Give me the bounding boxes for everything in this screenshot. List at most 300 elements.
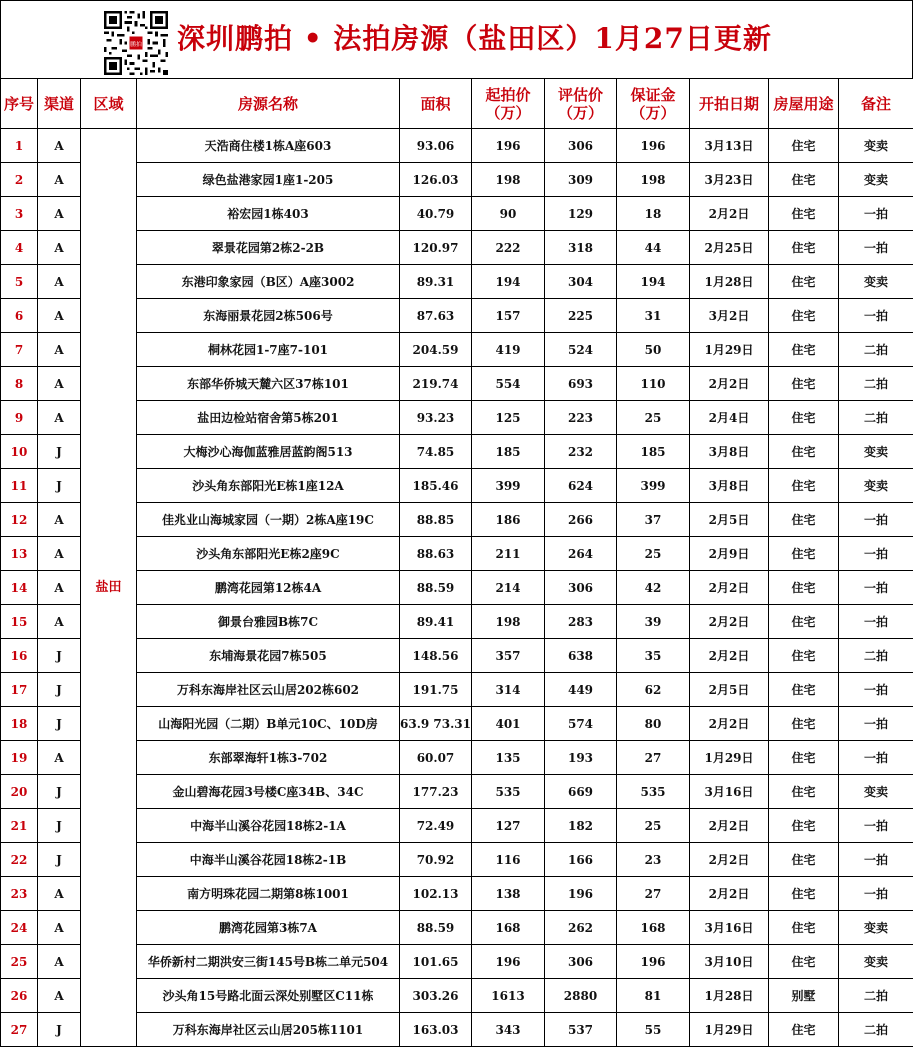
start-price-cell: 125 bbox=[472, 401, 545, 435]
channel-cell: A bbox=[38, 605, 81, 639]
note-cell: 一拍 bbox=[839, 843, 913, 877]
date-cell: 2月9日 bbox=[690, 537, 769, 571]
start-price-cell: 401 bbox=[472, 707, 545, 741]
deposit-cell: 185 bbox=[617, 435, 690, 469]
seq-cell: 4 bbox=[1, 231, 38, 265]
note-cell: 二拍 bbox=[839, 333, 913, 367]
channel-cell: J bbox=[38, 1013, 81, 1047]
eval-price-cell: 306 bbox=[545, 571, 617, 605]
name-cell: 佳兆业山海城家园（一期）2栋A座19C bbox=[137, 503, 400, 537]
table-row bbox=[1, 231, 913, 265]
table-row bbox=[1, 469, 913, 503]
date-cell: 2月5日 bbox=[690, 673, 769, 707]
col-header-region: 区域 bbox=[81, 79, 137, 129]
area-cell: 74.85 bbox=[400, 435, 472, 469]
qr-code-icon bbox=[104, 11, 168, 75]
start-price-cell: 196 bbox=[472, 129, 545, 163]
seq-cell: 1 bbox=[1, 129, 38, 163]
start-price-cell: 314 bbox=[472, 673, 545, 707]
name-cell: 中海半山溪谷花园18栋2-1B bbox=[137, 843, 400, 877]
date-cell: 2月2日 bbox=[690, 809, 769, 843]
eval-price-cell: 166 bbox=[545, 843, 617, 877]
channel-cell: J bbox=[38, 639, 81, 673]
name-cell: 万科东海岸社区云山居205栋1101 bbox=[137, 1013, 400, 1047]
start-price-cell: 90 bbox=[472, 197, 545, 231]
date-cell: 2月4日 bbox=[690, 401, 769, 435]
eval-price-cell: 182 bbox=[545, 809, 617, 843]
name-cell: 山海阳光园（二期）B单元10C、10D房 bbox=[137, 707, 400, 741]
area-cell: 177.23 bbox=[400, 775, 472, 809]
channel-cell: A bbox=[38, 571, 81, 605]
deposit-cell: 196 bbox=[617, 945, 690, 979]
deposit-cell: 81 bbox=[617, 979, 690, 1013]
table-row bbox=[1, 775, 913, 809]
channel-cell: A bbox=[38, 401, 81, 435]
area-cell: 93.06 bbox=[400, 129, 472, 163]
date-cell: 3月2日 bbox=[690, 299, 769, 333]
table-row bbox=[1, 537, 913, 571]
start-price-cell: 357 bbox=[472, 639, 545, 673]
channel-cell: J bbox=[38, 469, 81, 503]
usage-cell: 住宅 bbox=[769, 707, 839, 741]
usage-cell: 住宅 bbox=[769, 571, 839, 605]
name-cell: 桐林花园1-7座7-101 bbox=[137, 333, 400, 367]
channel-cell: A bbox=[38, 911, 81, 945]
start-price-cell: 186 bbox=[472, 503, 545, 537]
seq-cell: 11 bbox=[1, 469, 38, 503]
area-cell: 303.26 bbox=[400, 979, 472, 1013]
eval-price-cell: 225 bbox=[545, 299, 617, 333]
deposit-cell: 62 bbox=[617, 673, 690, 707]
table-row bbox=[1, 809, 913, 843]
date-cell: 3月13日 bbox=[690, 129, 769, 163]
start-price-cell: 1613 bbox=[472, 979, 545, 1013]
table-row bbox=[1, 265, 913, 299]
deposit-cell: 42 bbox=[617, 571, 690, 605]
name-cell: 万科东海岸社区云山居202栋602 bbox=[137, 673, 400, 707]
date-cell: 3月16日 bbox=[690, 775, 769, 809]
col-header-eval-price: 评估价（万） bbox=[545, 79, 617, 129]
note-cell: 变卖 bbox=[839, 469, 913, 503]
usage-cell: 住宅 bbox=[769, 673, 839, 707]
date-cell: 2月2日 bbox=[690, 639, 769, 673]
start-price-cell: 399 bbox=[472, 469, 545, 503]
area-cell: 185.46 bbox=[400, 469, 472, 503]
table-row bbox=[1, 843, 913, 877]
channel-cell: A bbox=[38, 741, 81, 775]
header-row bbox=[1, 79, 913, 129]
channel-cell: A bbox=[38, 299, 81, 333]
area-cell: 89.31 bbox=[400, 265, 472, 299]
usage-cell: 住宅 bbox=[769, 299, 839, 333]
note-cell: 一拍 bbox=[839, 605, 913, 639]
area-cell: 93.23 bbox=[400, 401, 472, 435]
note-cell: 一拍 bbox=[839, 707, 913, 741]
region-cell: 盐田 bbox=[81, 129, 137, 1047]
table-row bbox=[1, 911, 913, 945]
col-header-name: 房源名称 bbox=[137, 79, 400, 129]
usage-cell: 住宅 bbox=[769, 231, 839, 265]
date-cell: 2月2日 bbox=[690, 707, 769, 741]
area-cell: 60.07 bbox=[400, 741, 472, 775]
usage-cell: 住宅 bbox=[769, 163, 839, 197]
name-cell: 绿色盐港家园1座1-205 bbox=[137, 163, 400, 197]
name-cell: 御景台雅园B栋7C bbox=[137, 605, 400, 639]
area-cell: 88.59 bbox=[400, 911, 472, 945]
date-cell: 2月2日 bbox=[690, 843, 769, 877]
start-price-cell: 535 bbox=[472, 775, 545, 809]
note-cell: 一拍 bbox=[839, 571, 913, 605]
note-cell: 一拍 bbox=[839, 503, 913, 537]
channel-cell: J bbox=[38, 707, 81, 741]
eval-price-cell: 193 bbox=[545, 741, 617, 775]
qr-logo-text: 鹏拍 bbox=[130, 42, 142, 49]
eval-price-cell: 537 bbox=[545, 1013, 617, 1047]
table-row bbox=[1, 503, 913, 537]
note-cell: 一拍 bbox=[839, 809, 913, 843]
channel-cell: A bbox=[38, 333, 81, 367]
start-price-cell: 157 bbox=[472, 299, 545, 333]
seq-cell: 10 bbox=[1, 435, 38, 469]
channel-cell: A bbox=[38, 367, 81, 401]
date-cell: 3月16日 bbox=[690, 911, 769, 945]
usage-cell: 住宅 bbox=[769, 367, 839, 401]
auction-table bbox=[0, 78, 913, 1047]
table-row bbox=[1, 333, 913, 367]
deposit-cell: 196 bbox=[617, 129, 690, 163]
seq-cell: 22 bbox=[1, 843, 38, 877]
usage-cell: 住宅 bbox=[769, 911, 839, 945]
usage-cell: 住宅 bbox=[769, 775, 839, 809]
date-cell: 1月29日 bbox=[690, 333, 769, 367]
usage-cell: 住宅 bbox=[769, 1013, 839, 1047]
eval-price-cell: 304 bbox=[545, 265, 617, 299]
start-price-cell: 127 bbox=[472, 809, 545, 843]
start-price-cell: 554 bbox=[472, 367, 545, 401]
seq-cell: 8 bbox=[1, 367, 38, 401]
start-price-cell: 211 bbox=[472, 537, 545, 571]
note-cell: 一拍 bbox=[839, 299, 913, 333]
seq-cell: 15 bbox=[1, 605, 38, 639]
page-title: 深圳鹏拍 • 法拍房源（盐田区）1月27日更新 bbox=[177, 22, 772, 55]
area-cell: 126.03 bbox=[400, 163, 472, 197]
start-price-cell: 198 bbox=[472, 163, 545, 197]
deposit-cell: 194 bbox=[617, 265, 690, 299]
note-cell: 一拍 bbox=[839, 197, 913, 231]
channel-cell: J bbox=[38, 809, 81, 843]
eval-price-cell: 524 bbox=[545, 333, 617, 367]
note-cell: 二拍 bbox=[839, 401, 913, 435]
date-cell: 1月28日 bbox=[690, 265, 769, 299]
usage-cell: 住宅 bbox=[769, 605, 839, 639]
table-row bbox=[1, 741, 913, 775]
table-row bbox=[1, 639, 913, 673]
deposit-cell: 25 bbox=[617, 401, 690, 435]
date-cell: 1月29日 bbox=[690, 741, 769, 775]
eval-price-cell: 266 bbox=[545, 503, 617, 537]
start-price-cell: 135 bbox=[472, 741, 545, 775]
seq-cell: 24 bbox=[1, 911, 38, 945]
name-cell: 金山碧海花园3号楼C座34B、34C bbox=[137, 775, 400, 809]
deposit-cell: 27 bbox=[617, 877, 690, 911]
deposit-cell: 39 bbox=[617, 605, 690, 639]
date-cell: 3月10日 bbox=[690, 945, 769, 979]
deposit-cell: 44 bbox=[617, 231, 690, 265]
table-row bbox=[1, 367, 913, 401]
note-cell: 变卖 bbox=[839, 163, 913, 197]
note-cell: 二拍 bbox=[839, 367, 913, 401]
table-row bbox=[1, 401, 913, 435]
start-price-cell: 222 bbox=[472, 231, 545, 265]
area-cell: 219.74 bbox=[400, 367, 472, 401]
name-cell: 沙头角15号路北面云深处别墅区C11栋 bbox=[137, 979, 400, 1013]
note-cell: 一拍 bbox=[839, 537, 913, 571]
table-row bbox=[1, 571, 913, 605]
seq-cell: 17 bbox=[1, 673, 38, 707]
eval-price-cell: 306 bbox=[545, 129, 617, 163]
channel-cell: A bbox=[38, 979, 81, 1013]
eval-price-cell: 574 bbox=[545, 707, 617, 741]
eval-price-cell: 638 bbox=[545, 639, 617, 673]
start-price-cell: 138 bbox=[472, 877, 545, 911]
deposit-cell: 50 bbox=[617, 333, 690, 367]
date-cell: 3月23日 bbox=[690, 163, 769, 197]
date-cell: 2月5日 bbox=[690, 503, 769, 537]
usage-cell: 住宅 bbox=[769, 945, 839, 979]
area-cell: 120.97 bbox=[400, 231, 472, 265]
channel-cell: A bbox=[38, 945, 81, 979]
eval-price-cell: 196 bbox=[545, 877, 617, 911]
start-price-cell: 214 bbox=[472, 571, 545, 605]
note-cell: 一拍 bbox=[839, 877, 913, 911]
note-cell: 一拍 bbox=[839, 231, 913, 265]
table-row bbox=[1, 1013, 913, 1047]
col-header-date: 开拍日期 bbox=[690, 79, 769, 129]
usage-cell: 住宅 bbox=[769, 503, 839, 537]
deposit-cell: 37 bbox=[617, 503, 690, 537]
table-row bbox=[1, 129, 913, 163]
eval-price-cell: 309 bbox=[545, 163, 617, 197]
name-cell: 沙头角东部阳光E栋1座12A bbox=[137, 469, 400, 503]
col-header-seq: 序号 bbox=[1, 79, 38, 129]
date-cell: 3月8日 bbox=[690, 469, 769, 503]
table-row bbox=[1, 979, 913, 1013]
usage-cell: 住宅 bbox=[769, 333, 839, 367]
note-cell: 二拍 bbox=[839, 639, 913, 673]
table-row bbox=[1, 435, 913, 469]
deposit-cell: 25 bbox=[617, 809, 690, 843]
note-cell: 二拍 bbox=[839, 979, 913, 1013]
deposit-cell: 80 bbox=[617, 707, 690, 741]
deposit-cell: 25 bbox=[617, 537, 690, 571]
channel-cell: A bbox=[38, 265, 81, 299]
deposit-cell: 168 bbox=[617, 911, 690, 945]
date-cell: 1月28日 bbox=[690, 979, 769, 1013]
deposit-cell: 55 bbox=[617, 1013, 690, 1047]
name-cell: 天浩商住楼1栋A座603 bbox=[137, 129, 400, 163]
note-cell: 变卖 bbox=[839, 775, 913, 809]
start-price-cell: 185 bbox=[472, 435, 545, 469]
usage-cell: 住宅 bbox=[769, 469, 839, 503]
seq-cell: 14 bbox=[1, 571, 38, 605]
area-cell: 101.65 bbox=[400, 945, 472, 979]
usage-cell: 住宅 bbox=[769, 639, 839, 673]
channel-cell: J bbox=[38, 843, 81, 877]
start-price-cell: 196 bbox=[472, 945, 545, 979]
start-price-cell: 168 bbox=[472, 911, 545, 945]
usage-cell: 住宅 bbox=[769, 401, 839, 435]
note-cell: 变卖 bbox=[839, 129, 913, 163]
start-price-cell: 198 bbox=[472, 605, 545, 639]
name-cell: 东部翠海轩1栋3-702 bbox=[137, 741, 400, 775]
date-cell: 2月2日 bbox=[690, 367, 769, 401]
eval-price-cell: 262 bbox=[545, 911, 617, 945]
area-cell: 102.13 bbox=[400, 877, 472, 911]
seq-cell: 25 bbox=[1, 945, 38, 979]
seq-cell: 6 bbox=[1, 299, 38, 333]
name-cell: 华侨新村二期洪安三街145号B栋二单元504 bbox=[137, 945, 400, 979]
col-header-area: 面积 bbox=[400, 79, 472, 129]
start-price-cell: 194 bbox=[472, 265, 545, 299]
table-row bbox=[1, 673, 913, 707]
seq-cell: 5 bbox=[1, 265, 38, 299]
date-cell: 2月25日 bbox=[690, 231, 769, 265]
table-row bbox=[1, 299, 913, 333]
eval-price-cell: 129 bbox=[545, 197, 617, 231]
note-cell: 一拍 bbox=[839, 741, 913, 775]
note-cell: 变卖 bbox=[839, 911, 913, 945]
eval-price-cell: 232 bbox=[545, 435, 617, 469]
col-header-deposit: 保证金（万） bbox=[617, 79, 690, 129]
area-cell: 191.75 bbox=[400, 673, 472, 707]
usage-cell: 住宅 bbox=[769, 809, 839, 843]
area-cell: 88.85 bbox=[400, 503, 472, 537]
date-cell: 2月2日 bbox=[690, 605, 769, 639]
eval-price-cell: 669 bbox=[545, 775, 617, 809]
table-body bbox=[1, 129, 913, 1047]
channel-cell: J bbox=[38, 673, 81, 707]
channel-cell: J bbox=[38, 435, 81, 469]
channel-cell: J bbox=[38, 775, 81, 809]
eval-price-cell: 283 bbox=[545, 605, 617, 639]
note-cell: 二拍 bbox=[839, 1013, 913, 1047]
deposit-cell: 399 bbox=[617, 469, 690, 503]
start-price-cell: 343 bbox=[472, 1013, 545, 1047]
start-price-cell: 419 bbox=[472, 333, 545, 367]
usage-cell: 住宅 bbox=[769, 129, 839, 163]
area-cell: 40.79 bbox=[400, 197, 472, 231]
note-cell: 变卖 bbox=[839, 945, 913, 979]
date-cell: 2月2日 bbox=[690, 571, 769, 605]
note-cell: 变卖 bbox=[839, 265, 913, 299]
eval-price-cell: 624 bbox=[545, 469, 617, 503]
seq-cell: 7 bbox=[1, 333, 38, 367]
table-row bbox=[1, 197, 913, 231]
area-cell: 63.9 73.31 bbox=[400, 707, 472, 741]
seq-cell: 19 bbox=[1, 741, 38, 775]
date-cell: 2月2日 bbox=[690, 877, 769, 911]
deposit-cell: 35 bbox=[617, 639, 690, 673]
area-cell: 70.92 bbox=[400, 843, 472, 877]
date-cell: 1月29日 bbox=[690, 1013, 769, 1047]
date-cell: 2月2日 bbox=[690, 197, 769, 231]
name-cell: 东部华侨城天麓六区37栋101 bbox=[137, 367, 400, 401]
seq-cell: 13 bbox=[1, 537, 38, 571]
name-cell: 东埔海景花园7栋505 bbox=[137, 639, 400, 673]
note-cell: 一拍 bbox=[839, 673, 913, 707]
usage-cell: 别墅 bbox=[769, 979, 839, 1013]
usage-cell: 住宅 bbox=[769, 843, 839, 877]
eval-price-cell: 449 bbox=[545, 673, 617, 707]
seq-cell: 18 bbox=[1, 707, 38, 741]
table-row bbox=[1, 707, 913, 741]
channel-cell: A bbox=[38, 197, 81, 231]
area-cell: 89.41 bbox=[400, 605, 472, 639]
title-banner bbox=[0, 0, 913, 79]
area-cell: 148.56 bbox=[400, 639, 472, 673]
eval-price-cell: 223 bbox=[545, 401, 617, 435]
deposit-cell: 31 bbox=[617, 299, 690, 333]
deposit-cell: 110 bbox=[617, 367, 690, 401]
name-cell: 南方明珠花园二期第8栋1001 bbox=[137, 877, 400, 911]
area-cell: 163.03 bbox=[400, 1013, 472, 1047]
eval-price-cell: 264 bbox=[545, 537, 617, 571]
seq-cell: 3 bbox=[1, 197, 38, 231]
area-cell: 72.49 bbox=[400, 809, 472, 843]
eval-price-cell: 318 bbox=[545, 231, 617, 265]
name-cell: 盐田边检站宿舍第5栋201 bbox=[137, 401, 400, 435]
area-cell: 204.59 bbox=[400, 333, 472, 367]
area-cell: 87.63 bbox=[400, 299, 472, 333]
channel-cell: A bbox=[38, 537, 81, 571]
channel-cell: A bbox=[38, 503, 81, 537]
usage-cell: 住宅 bbox=[769, 537, 839, 571]
name-cell: 大梅沙心海伽蓝雅居蓝韵阁513 bbox=[137, 435, 400, 469]
usage-cell: 住宅 bbox=[769, 877, 839, 911]
seq-cell: 12 bbox=[1, 503, 38, 537]
deposit-cell: 535 bbox=[617, 775, 690, 809]
usage-cell: 住宅 bbox=[769, 265, 839, 299]
seq-cell: 26 bbox=[1, 979, 38, 1013]
name-cell: 沙头角东部阳光E栋2座9C bbox=[137, 537, 400, 571]
seq-cell: 16 bbox=[1, 639, 38, 673]
channel-cell: A bbox=[38, 877, 81, 911]
usage-cell: 住宅 bbox=[769, 741, 839, 775]
eval-price-cell: 2880 bbox=[545, 979, 617, 1013]
deposit-cell: 27 bbox=[617, 741, 690, 775]
seq-cell: 27 bbox=[1, 1013, 38, 1047]
name-cell: 东海丽景花园2栋506号 bbox=[137, 299, 400, 333]
table-row bbox=[1, 877, 913, 911]
channel-cell: A bbox=[38, 129, 81, 163]
table-row bbox=[1, 163, 913, 197]
deposit-cell: 198 bbox=[617, 163, 690, 197]
deposit-cell: 18 bbox=[617, 197, 690, 231]
name-cell: 鹏湾花园第12栋4A bbox=[137, 571, 400, 605]
note-cell: 变卖 bbox=[839, 435, 913, 469]
name-cell: 裕宏园1栋403 bbox=[137, 197, 400, 231]
seq-cell: 21 bbox=[1, 809, 38, 843]
col-header-usage: 房屋用途 bbox=[769, 79, 839, 129]
col-header-start-price: 起拍价（万） bbox=[472, 79, 545, 129]
name-cell: 东港印象家园（B区）A座3002 bbox=[137, 265, 400, 299]
name-cell: 翠景花园第2栋2-2B bbox=[137, 231, 400, 265]
seq-cell: 2 bbox=[1, 163, 38, 197]
seq-cell: 9 bbox=[1, 401, 38, 435]
usage-cell: 住宅 bbox=[769, 197, 839, 231]
area-cell: 88.59 bbox=[400, 571, 472, 605]
name-cell: 中海半山溪谷花园18栋2-1A bbox=[137, 809, 400, 843]
